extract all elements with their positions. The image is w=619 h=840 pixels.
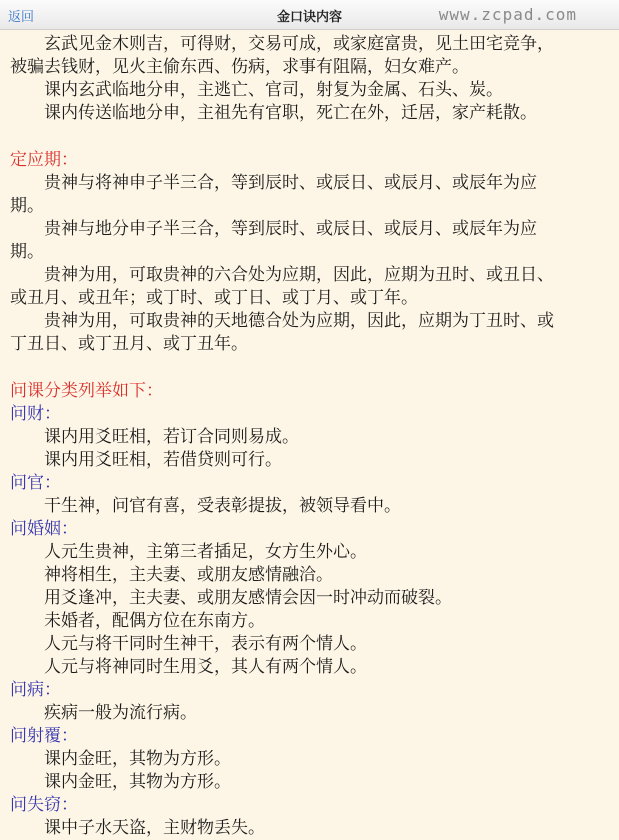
- paragraph-line: 人元生贵神，主第三者插足，女方生外心。: [44, 542, 367, 562]
- section-heading: 问课分类列举如下：: [10, 381, 163, 401]
- category-heading: 问婚姻：: [10, 519, 78, 539]
- paragraph-line: 课内用爻旺相，若借贷则可行。: [44, 450, 282, 470]
- paragraph-line: 贵神与地分申子半三合，等到辰时、或辰日、或辰月、或辰年为应: [44, 219, 537, 239]
- page-title: 金口诀内容: [276, 10, 342, 25]
- category-heading: 问射覆：: [10, 726, 78, 746]
- paragraph-line: 丁丑日、或丁丑月、或丁丑年。: [10, 334, 248, 354]
- navigation-bar: [0, 0, 619, 30]
- paragraph-line: 干生神，问官有喜，受表彰提拔，被领导看中。: [44, 496, 401, 516]
- section-spacer: [10, 125, 610, 149]
- paragraph-line: 贵神为用，可取贵神的六合处为应期，因此，应期为丑时、或丑日、: [44, 265, 554, 285]
- category-heading: 问失窃：: [10, 795, 78, 815]
- category-heading: 问官：: [10, 473, 61, 493]
- paragraph-line: 被骗去钱财，见火主偷东西、伤病，求事有阻隔，妇女难产。: [10, 57, 469, 77]
- paragraph-line: 课内玄武临地分申，主逃亡、官司，射复为金属、石头、炭。: [44, 80, 503, 100]
- paragraph-line: 期。: [10, 242, 44, 262]
- paragraph-line: 疾病一般为流行病。: [44, 703, 197, 723]
- paragraph-line: 课内金旺，其物为方形。: [44, 772, 231, 792]
- category-heading: 问财：: [10, 404, 61, 424]
- paragraph-line: 未婚者，配偶方位在东南方。: [44, 611, 265, 631]
- paragraph-line: 贵神为用，可取贵神的天地德合处为应期，因此，应期为丁丑时、或: [44, 311, 554, 331]
- paragraph-line: 贵神与将神申子半三合，等到辰时、或辰日、或辰月、或辰年为应: [44, 173, 537, 193]
- article-content: [10, 33, 610, 840]
- paragraph-line: 用爻逢冲，主夫妻、或朋友感情会因一时冲动而破裂。: [44, 588, 452, 608]
- back-button[interactable]: 返回: [8, 10, 35, 25]
- paragraph-line: 课内金旺，其物为方形。: [44, 749, 231, 769]
- watermark: www.zcpad.com: [438, 5, 577, 24]
- paragraph-line: 玄武见金木则吉，可得财，交易可成，或家庭富贵，见土田宅竞争，: [44, 34, 554, 54]
- section-spacer: [10, 356, 610, 380]
- paragraph-line: 课内传送临地分申，主祖先有官职，死亡在外，迁居，家产耗散。: [44, 103, 537, 123]
- paragraph-line: 课中子水天盗，主财物丢失。: [44, 818, 265, 838]
- paragraph-line: 人元与将干同时生神干，表示有两个情人。: [44, 634, 367, 654]
- paragraph-line: 期。: [10, 196, 44, 216]
- paragraph-line: 人元与将神同时生用爻，其人有两个情人。: [44, 657, 367, 677]
- category-heading: 问病：: [10, 680, 61, 700]
- paragraph-line: 课内用爻旺相，若订合同则易成。: [44, 427, 299, 447]
- section-heading: 定应期：: [10, 150, 78, 170]
- paragraph-line: 神将相生，主夫妻、或朋友感情融洽。: [44, 565, 333, 585]
- paragraph-line: 或丑月、或丑年；或丁时、或丁日、或丁月、或丁年。: [10, 288, 418, 308]
